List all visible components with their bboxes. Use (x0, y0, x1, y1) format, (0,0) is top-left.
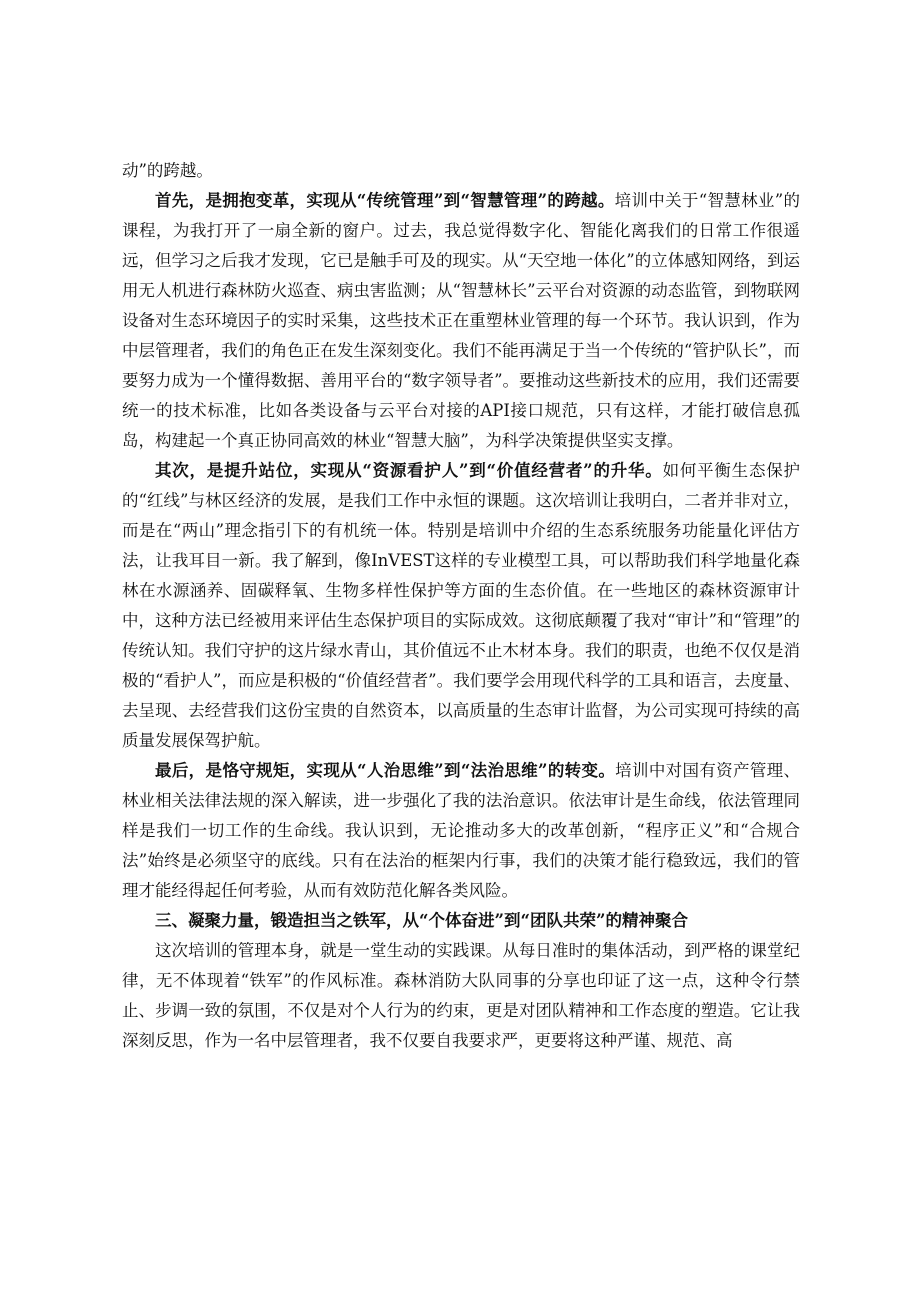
section-heading: 三、凝聚力量，锻造担当之铁军，从“个体奋进”到“团队共荣”的精神聚合 (155, 911, 688, 930)
paragraph-text: 培训中关于“智慧林业”的课程，为我打开了一扇全新的窗户。过去，我总觉得数字化、智能化离我们的日常工作很遥远，但学习之后我才发现，它已是触手可及的现实。从“天空地一体化”的立体感知网络，到运用无人机进行森林防火巡查、病虫害监测；从“智慧林长”云平台对资源的动态监管，到物联网设备对生态环境因子的实时采集，这些技术正在重塑林业管理的每一个环节。我认识到，作为中层管理者，我们的角色正在发生深刻变化。我们不能再满足于当一个传统的“管护队长”，而要努力成为一个懂得数据、善用平台的“数字领导者”。要推动这些新技术的应用，我们还需要统一的技术标准，比如各类设备与云平台对接的API接口规范，只有这样，才能打破信息孤岛，构建起一个真正协同高效的林业“智慧大脑”，为科学决策提供坚实支撑。 (122, 191, 800, 450)
paragraph-fourth (122, 936, 800, 1056)
document-body (122, 156, 800, 1056)
paragraph-text: 这次培训的管理本身，就是一堂生动的实践课。从每日准时的集体活动，到严格的课堂纪律，无不体现着“铁军”的作风标准。森林消防大队同事的分享也印证了这一点，这种令行禁止、步调一致的氛围，不仅是对个人行为的约束，更是对团队精神和工作态度的塑造。它让我深刻反思，作为一名中层管理者，我不仅要自我要求严，更要将这种严谨、规范、高 (122, 941, 800, 1050)
paragraph-text: 如何平衡生态保护的“红线”与林区经济的发展，是我们工作中永恒的课题。这次培训让我明白，二者并非对立，而是在“两山”理念指引下的有机统一体。特别是培训中介绍的生态系统服务功能量化评估方法，让我耳目一新。我了解到，像InVEST这样的专业模型工具，可以帮助我们科学地量化森林在水源涵养、固碳释氧、生物多样性保护等方面的生态价值。在一些地区的森林资源审计中，这种方法已经被用来评估生态保护项目的实际成效。这彻底颠覆了我对“审计”和“管理”的传统认知。我们守护的这片绿水青山，其价值远不止木材本身。我们的职责，也绝不仅仅是消极的“看护人”，而应是积极的“价值经营者”。我们要学会用现代科学的工具和语言，去度量、去呈现、去经营我们这份宝贵的自然资本，以高质量的生态审计监督，为公司实现可持续的高质量发展保驾护航。 (122, 461, 801, 750)
paragraph-text: 培训中对国有资产管理、林业相关法律法规的深入解读，进一步强化了我的法治意识。依法审计是生命线，依法管理同样是我们一切工作的生命线。我认识到，无论推动多大的改革创新，“程序正义”和“合规合法”始终是必须坚守的底线。只有在法治的框架内行事，我们的决策才能行稳致远，我们的管理才能经得起任何考验，从而有效防范化解各类风险。 (122, 761, 800, 900)
paragraph-third (122, 756, 800, 906)
paragraph-continuation (122, 156, 800, 186)
paragraph-lead: 最后，是恪守规矩，实现从“人治思维”到“法治思维”的转变。 (155, 761, 616, 780)
paragraph-first (122, 186, 800, 456)
paragraph-lead: 首先，是拥抱变革，实现从“传统管理”到“智慧管理”的跨越。 (155, 191, 615, 210)
paragraph-text: 动”的跨越。 (122, 161, 213, 180)
paragraph-second (122, 456, 800, 756)
paragraph-lead: 其次，是提升站位，实现从“资源看护人”到“价值经营者”的升华。 (155, 461, 663, 480)
